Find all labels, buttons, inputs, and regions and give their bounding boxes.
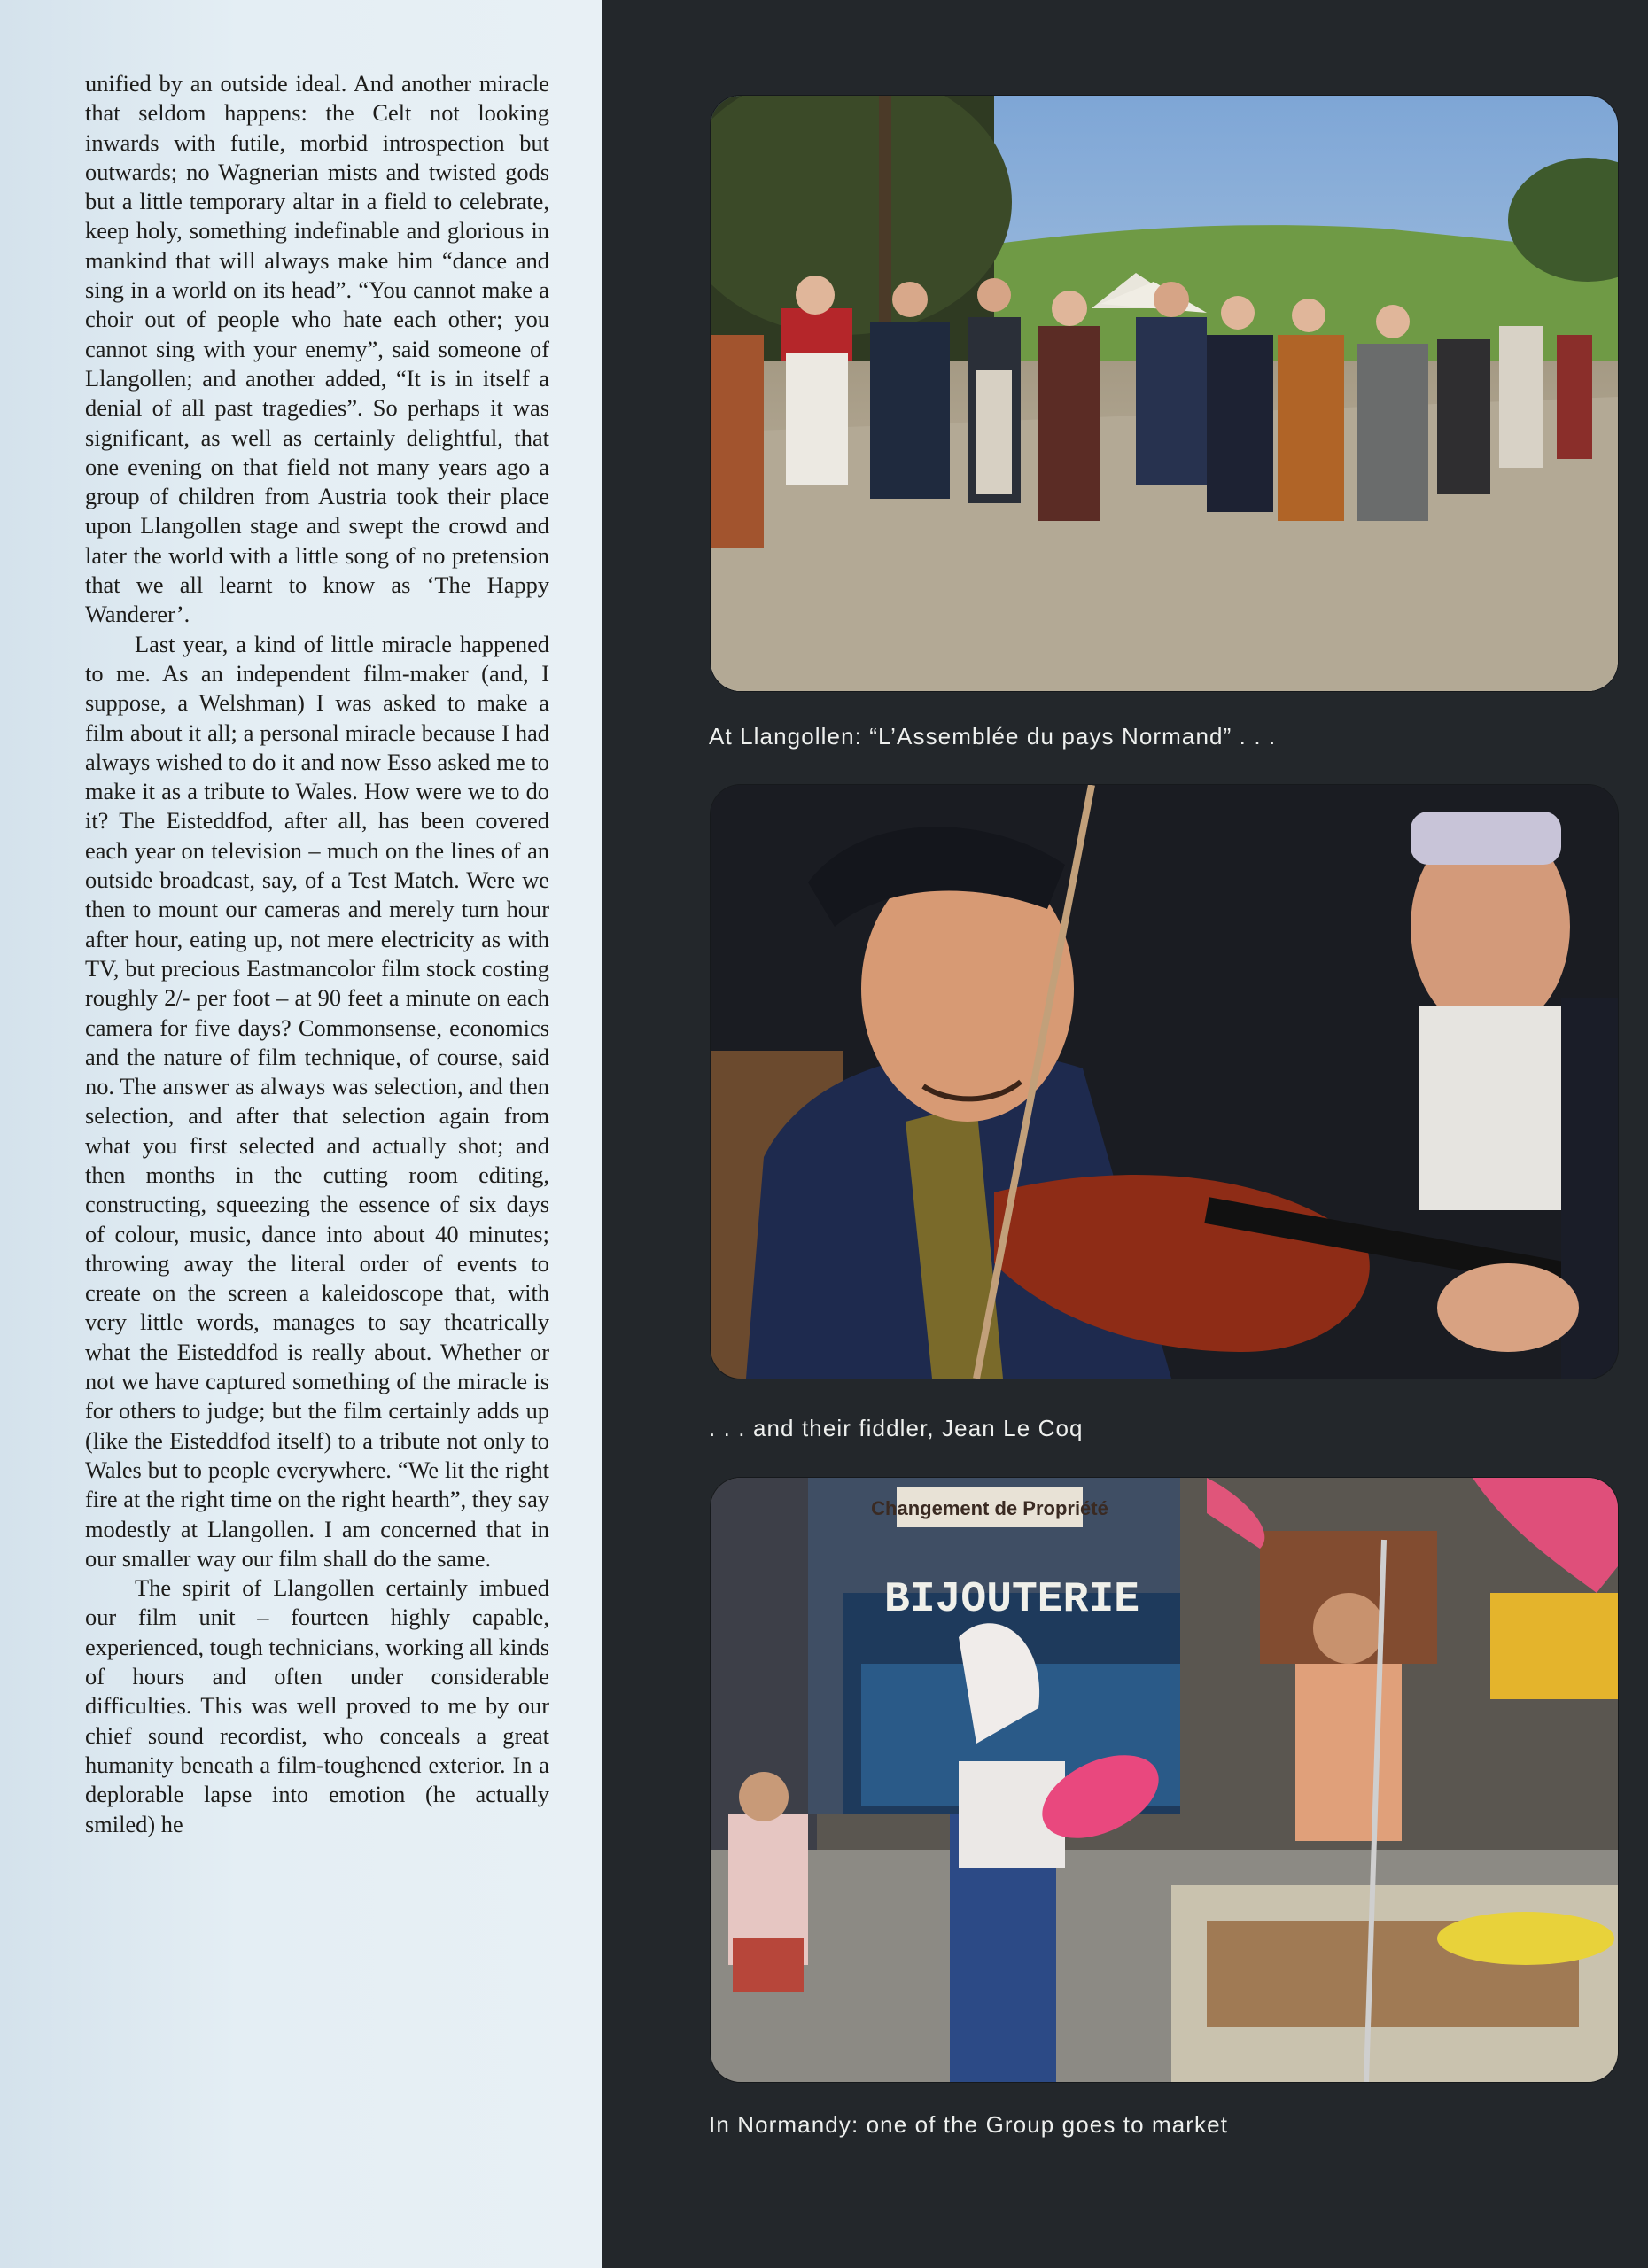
photo-caption-1: At Llangollen: “L’Assemblée du pays Normand” . . . [709,723,1277,750]
photo-normandy-market [711,1478,1618,2082]
storefront-sign-text: BIJOUTERIE [883,1576,1140,1624]
article-paragraph-2: Last year, a kind of little miracle happened to me. As an independent film-maker (and, I suppose, a Welshman) I was asked to make a film about it all; a personal miracle because I had always wished to do it and now Esso asked me to make it as a tribute to Wales. How were we to do it? The Eisteddfod, after all, has been covered each year on television – much on the lines of an outside broadcast, say, of a Test Match. Were we then to mount our cameras and merely turn hour after hour, eating up, not mere electricity as with TV, but precious Eastmancolor film stock costing roughly 2/- per foot – at 90 feet a minute on each camera for five days? Commonsense, economics and the nature of film technique, of course, said no. The answer as always was selection, and then selection, and after that selection again from what you first selected and actually shot; and then months in the cutting room editing, constructing, squeezing the essence of six days of colour, music, dance into about 40 minutes; throwing away the literal order of events to create on the screen a kaleidoscope that, with very little words, manages to say theatrically what the Eisteddfod is really about. Whether or not we have captured something of the miracle is for others to judge; but the film certainly adds up (like the Eisteddfod itself) to a tribute not only to Wales but to people everywhere. “We lit the right fire at the right time on the right hearth”, they say modestly at Llangollen. I am concerned that in our smaller way our film shall do the same. [85,630,549,1572]
article-body [85,69,549,1839]
article-paragraph-1: unified by an outside ideal. And another miracle that seldom happens: the Celt not looking inwards with futile, morbid introspection but outwards; no Wagnerian mists and twisted gods but a little temporary altar in a field to celebrate, keep holy, something indefinable and glorious in mankind that will always make him “dance and sing in a world on its head”. “You cannot make a choir out of people who hate each other; you cannot sing with your enemy”, said someone of Llangollen; and another added, “It is in itself a denial of all past tragedies”. So perhaps it was significant, as well as certainly delightful, that one evening on that field not many years ago a group of children from Austria took their place upon Llangollen stage and swept the crowd and later the world with a little song of no pretension that we all learnt to know as ‘The Happy Wanderer’. [85,70,549,628]
article-paragraph-3: The spirit of Llangollen certainly imbued our film unit – fourteen highly capable, experienced, tough technicians, working all kinds of hours and often under considerable difficulties. This was well proved to me by our chief sound recordist, who conceals a great humanity beneath a film-toughened exterior. In a deplorable lapse into emotion (he actually smiled) he [85,1574,549,1837]
text-column [0,0,602,2268]
shop-sign-text: Changement de Propriété [871,1497,1108,1519]
photo-caption-3: In Normandy: one of the Group goes to market [709,2111,1229,2138]
photo-fiddler [711,785,1618,1379]
photo-llangollen-dancers [711,96,1618,691]
photo-caption-2: . . . and their fiddler, Jean Le Coq [709,1415,1084,1441]
